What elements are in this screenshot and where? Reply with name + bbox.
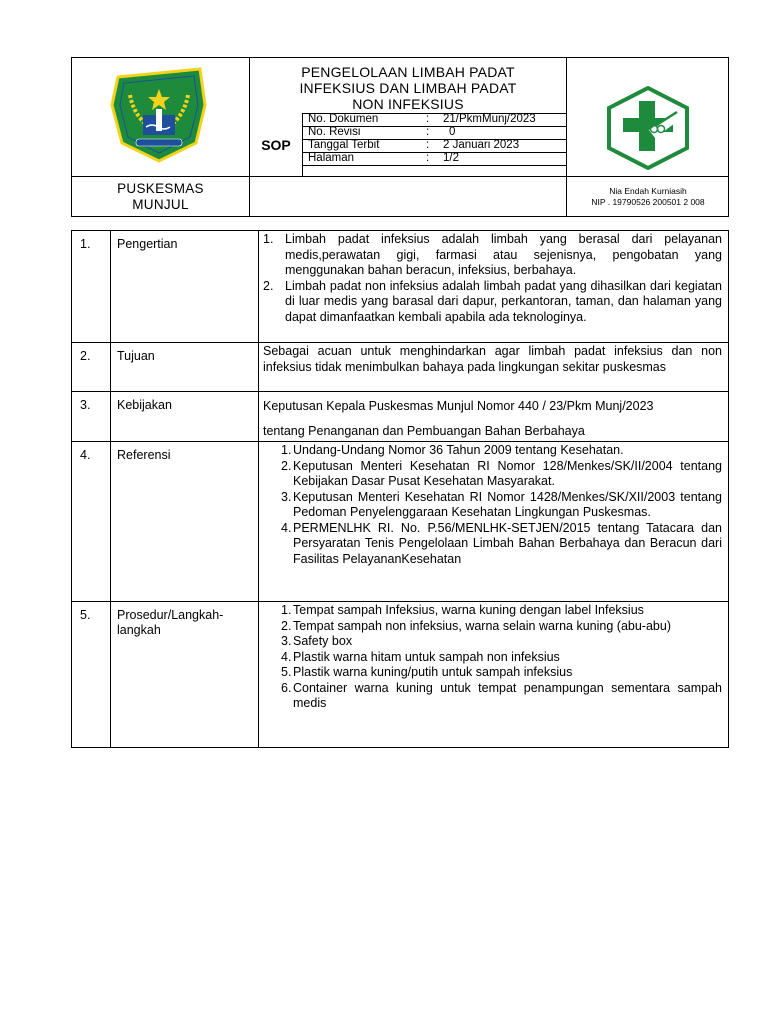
sop-content-table xyxy=(71,230,729,748)
row-number: 2. xyxy=(72,343,111,392)
meta-value: 2 Januari 2023 xyxy=(443,139,520,151)
document-title xyxy=(250,64,566,112)
list-number: 4. xyxy=(281,649,292,664)
meta-colon: : xyxy=(426,152,430,164)
meta-colon: : xyxy=(426,126,430,138)
table-row xyxy=(72,602,729,748)
row-content xyxy=(259,602,729,748)
table-row xyxy=(72,231,729,343)
list-number: 1. xyxy=(263,232,274,246)
list-text: Keputusan Menteri Kesehatan RI Nomor 128/Menkes/SK/II/2004 tentang Kebijakan Dasar Pusat Kesehatan Masyarakat. xyxy=(293,458,722,488)
list-text: Limbah padat non infeksius adalah limbah padat yang dihasilkan dari kegiatan di luar medis yang barasal dari dapur, perkantoran, taman, dan halaman yang dapat dimanfaatkan kembali apabila ada teknologinya. xyxy=(285,278,722,324)
meta-value: 21/PkmMunj/2023 xyxy=(443,113,536,125)
list-number: 4. xyxy=(281,520,292,535)
sop-label: SOP xyxy=(261,137,291,153)
list-text: Container warna kuning untuk tempat penampungan sementara sampah medis xyxy=(293,680,722,710)
row-label: Pengertian xyxy=(111,231,259,343)
table-row xyxy=(72,442,729,602)
table-row xyxy=(72,392,729,442)
list-item xyxy=(271,681,722,712)
list-item xyxy=(271,634,722,650)
row-content xyxy=(259,442,729,602)
header-divider-bottom xyxy=(71,176,729,177)
list-item xyxy=(271,650,722,666)
policy-line-1: Keputusan Kepala Puskesmas Munjul Nomor 440 / 23/Pkm Munj/2023 xyxy=(263,399,654,413)
title-line-1: PENGELOLAAN LIMBAH PADAT xyxy=(301,64,515,80)
meta-label: Tanggal Terbit xyxy=(308,139,380,151)
list-item xyxy=(263,232,722,279)
list-number: 1. xyxy=(281,443,292,457)
row-number: 1. xyxy=(72,231,111,343)
list-text: Tempat sampah Infeksius, warna kuning dengan label Infeksius xyxy=(293,603,644,617)
list-text: Safety box xyxy=(293,634,353,648)
list-number: 1. xyxy=(281,603,292,617)
row-label: Prosedur/Langkah-langkah xyxy=(111,602,259,748)
row-label: Referensi xyxy=(111,442,259,602)
row-number: 5. xyxy=(72,602,111,748)
list-number: 5. xyxy=(281,665,292,679)
row-content xyxy=(259,231,729,343)
list-item xyxy=(271,521,722,568)
list-number: 6. xyxy=(281,680,292,695)
list-item xyxy=(271,443,722,459)
list-number: 2. xyxy=(263,278,274,293)
list-text: Keputusan Menteri Kesehatan RI Nomor 1428/Menkes/SK/XII/2003 tentang Pedoman Penyelenggaraan Kesehatan Lingkungan Puskesmas. xyxy=(293,489,722,519)
meta-colon: : xyxy=(426,139,430,151)
org-line-1: PUSKESMAS xyxy=(117,181,204,196)
list-number: 3. xyxy=(281,634,292,648)
title-line-3: NON INFEKSIUS xyxy=(352,96,464,112)
list-number: 2. xyxy=(281,458,292,473)
list-text: Limbah padat infeksius adalah limbah yang berasal dari pelayanan medis,perawatan gigi, farmasi atau sejenisnya, pengobatan yang menggunakan bahan beracun, infeksius, berbahaya. xyxy=(285,232,722,277)
procedure-list xyxy=(263,603,722,712)
meta-label: No. Dokumen xyxy=(308,113,379,125)
reference-list xyxy=(263,443,722,567)
list-text: Tempat sampah non infeksius, warna selain warna kuning (abu-abu) xyxy=(293,618,671,633)
definition-list xyxy=(263,232,722,325)
purpose-text: Sebagai acuan untuk menghindarkan agar limbah padat infeksius dan non infeksius tidak menimbulkan bahaya pada lingkungan sekitar puskesmas xyxy=(263,344,722,374)
meta-label: No. Revisi xyxy=(308,126,361,138)
organization-name xyxy=(72,181,249,213)
row-number: 3. xyxy=(72,392,111,442)
list-text: Undang-Undang Nomor 36 Tahun 2009 tentang Kesehatan. xyxy=(293,443,624,457)
list-item xyxy=(263,279,722,326)
meta-colon: : xyxy=(426,113,430,125)
list-item xyxy=(271,490,722,521)
row-content xyxy=(259,343,729,392)
signer-block xyxy=(567,186,729,208)
regional-emblem-logo xyxy=(108,65,210,163)
row-number: 4. xyxy=(72,442,111,602)
list-item xyxy=(271,665,722,681)
meta-line-4 xyxy=(302,165,566,166)
meta-value: 1/2 xyxy=(443,152,459,164)
meta-value: 0 xyxy=(449,126,456,138)
table-row xyxy=(72,343,729,392)
row-label: Kebijakan xyxy=(111,392,259,442)
signer-name: Nia Endah Kurniasih xyxy=(609,186,687,196)
list-item xyxy=(271,619,722,635)
list-item xyxy=(271,603,722,619)
list-number: 3. xyxy=(281,489,292,504)
list-text: PERMENLHK RI. No. P.56/MENLHK-SETJEN/2015 tentang Tatacara dan Persyaratan Tenis Pengelolaan Limbah Bahan Berbahaya dan Beracun dari Fasilitas PelayananKesehatan xyxy=(293,520,722,566)
meta-label: Halaman xyxy=(308,152,355,164)
title-line-2: INFEKSIUS DAN LIMBAH PADAT xyxy=(299,80,517,96)
policy-line-2: tentang Penanganan dan Pembuangan Bahan Berbahaya xyxy=(263,424,585,438)
list-item xyxy=(271,459,722,490)
org-line-2: MUNJUL xyxy=(132,197,189,212)
signer-nip: NIP . 19790526 200501 2 008 xyxy=(591,197,705,207)
meta-left-line xyxy=(302,113,303,176)
row-content xyxy=(259,392,729,442)
row-label: Tujuan xyxy=(111,343,259,392)
puskesmas-logo xyxy=(605,86,691,170)
list-text: Plastik warna hitam untuk sampah non infeksius xyxy=(293,649,560,664)
list-number: 2. xyxy=(281,618,292,633)
list-text: Plastik warna kuning/putih untuk sampah infeksius xyxy=(293,665,573,679)
